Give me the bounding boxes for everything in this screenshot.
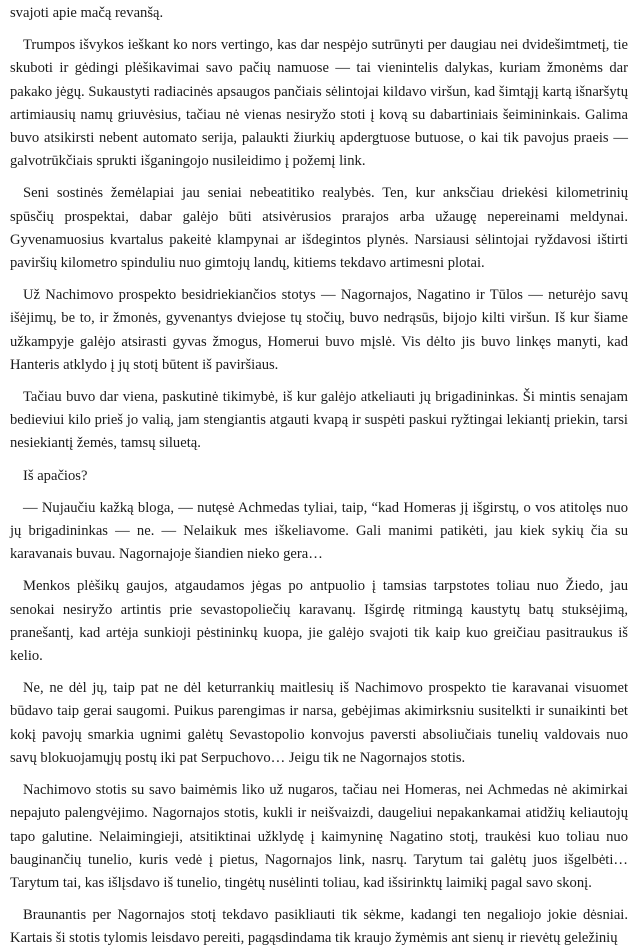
- paragraph: svajoti apie mačą revanšą.: [10, 5, 164, 21]
- paragraph: Iš apačios?: [23, 467, 88, 484]
- paragraph: Seni sostinės žemėlapiai jau seniai nebeatitiko realybės. Ten, kur anksčiau driekėsi kilometrinių spūsčių prospektai, dabar galėjo būti atsivėrusios prarajos arba užaugę nepereinami meldynai. Gyvenamuosius kvartalus pakeitė klampynai ar išdegintos plynės. Narsiausi sėlintojai ryždavosi ištirti paviršių kilometro spinduliu nuo gimtojų landų, kitiems tekdavo artimesni plotai.: [10, 185, 628, 272]
- paragraph: Tačiau buvo dar viena, paskutinė tikimybė, iš kur galėjo atkeliauti jų brigadininkas. Ši mintis senajam bedieviui kilo prieš jo valią, jam stengiantis atgauti kvapą ir suspėti paskui ryžtingai lekiantį priekin, tarsi nesiekiantį žemės, tamsų siluetą.: [10, 389, 628, 452]
- paragraph: Nachimovo stotis su savo baimėmis liko už nugaros, tačiau nei Homeras, nei Achmedas nė akimirkai nepajuto palengvėjimo. Nagornajos stotis, kukli ir neišvaizdi, daugeliui nepakankamai atidžių keliautojų tapo galutine. Nelaimingieji, atsitiktinai užklydę į kaimyninę Nagatino stotį, traukėsi kuo toliau nuo bauginančių tunelio, kuris vedė į pietus, Nagornajos link, nasrų. Tarytum tai galėtų juos išgelbėti… Tarytum tai, kas išlįsdavo iš tunelio, tingėtų nusėlinti toliau, kad išsirinktų laimikį pagal savo skonį.: [10, 782, 628, 891]
- paragraph: Trumpos išvykos ieškant ko nors vertingo, kas dar nespėjo sutrūnyti per daugiau nei dvidešimtmetį, tie skuboti ir gėdingi plėšikavimai savo pačių namuose — tai vienintelis dalykas, kuriam žmonėms dar pakako jėgų. Sukaustyti radiacinės apsaugos pančiais sėlintojai kildavo viršun, kad šimtąjį kartą išnaršytų artimiausių namų griuvėsius, tačiau nė vienas nesiryžo stoti į kovą su dabartiniais šeimininkais. Galima buvo atsikirsti nebent automato serija, palaukti žiurkių apdergtuose butuose, o kai tik pavojus praeis — galvotrūkčiais sprukti išganingojo nusileidimo į požemį link.: [10, 37, 628, 170]
- paragraph: Ne, ne dėl jų, taip pat ne dėl keturrankių maitlesių iš Nachimovo prospekto tie karavanai visuomet būdavo taip gerai saugomi. Puikus parengimas ir narsa, gebėjimas akimirksniu susitelkti ir sunaikinti bet kokį pavojų smarkia ugnimi galėtų Sevastopolio konvojus paversti absoliučiais tunelių valdovais nuo savų blokuojamųjų postų iki pat Serpuchovo… Jeigu tik ne Nagornajos stotis.: [10, 680, 628, 766]
- paragraph: — Nujaučiu kažką bloga, — nutęsė Achmedas tyliai, taip, “kad Homeras jį išgirstų, o vos atitolęs nuo jų brigadininkas — ne. — Nelaikuk mes iškeliavome. Gali manimi patikėti, jau kiek sykių čia su karavanais buvau. Nagornajoje šiandien nieko gera…: [10, 499, 628, 563]
- paragraph: Už Nachimovo prospekto besidriekiančios stotys — Nagornajos, Nagatino ir Tūlos — neturėjo savų išėjimų, be to, ir žmonės, gyvenantys dviejose tų stočių, buvo nedrąsūs, bijojo kilti viršun. Iš kur šiame užkampyje galėjo atsirasti gyvas žmogus, Homerui buvo mįslė. Vis dėlto jis buvo linkęs manyti, kad Hanteris atklydo į jų stotį būtent iš paviršiaus.: [10, 287, 628, 373]
- paragraph: Braunantis per Nagornajos stotį tekdavo pasikliauti tik sėkme, kadangi ten negaliojo jokie dėsniai. Kartais ši stotis tylomis leisdavo pereiti, pagąsdindama tik kraujo žymėmis ant sienų ir rievėtų geležinių: [10, 907, 628, 947]
- paragraph: Menkos plėšikų gaujos, atgaudamos jėgas po antpuolio į tamsias tarpstotes toliau nuo Žiedo, jau senokai nesiryžo artintis prie sevastopoliečių karavanų. Išgirdę ritmingą kaustytų batų stuksėjimą, pranešantį, kad artėja sunkioji pėstininkų kuopa, jie galėjo svajoti tik kaip kuo greičiau pasitraukus iš kelio.: [10, 578, 628, 665]
